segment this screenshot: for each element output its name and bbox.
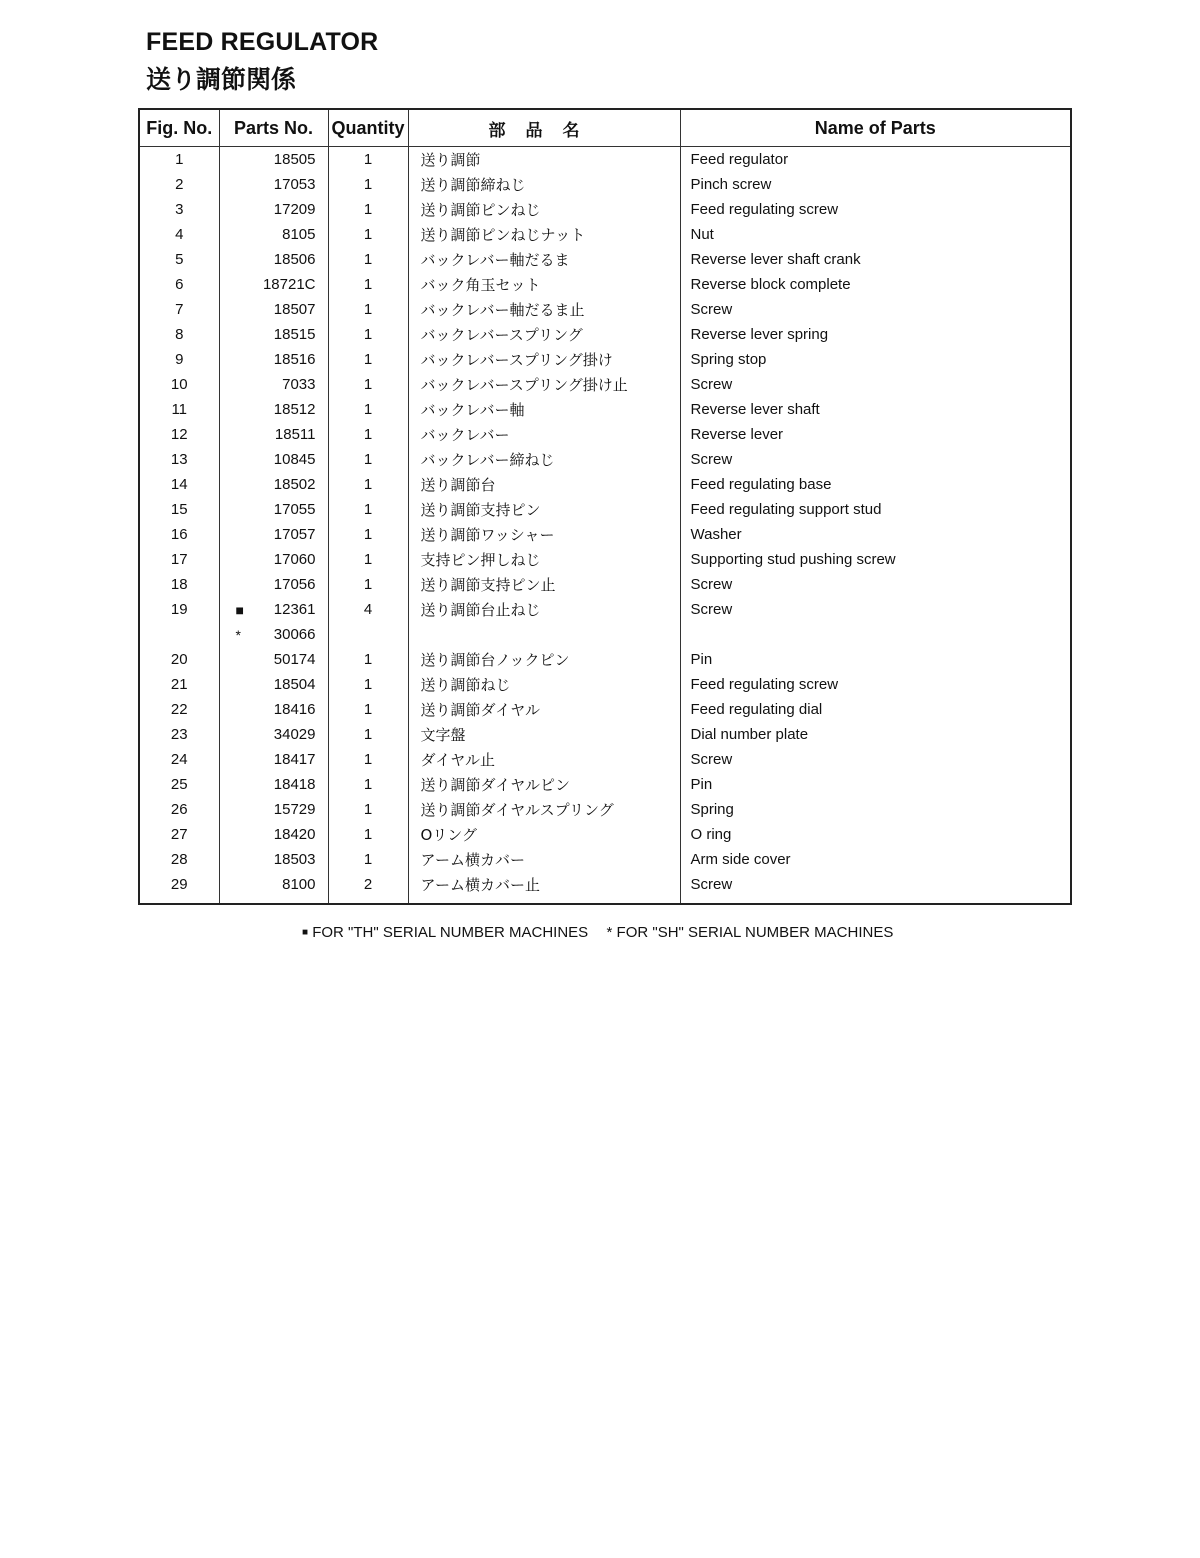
japanese-name-cell: バックレバー軸: [408, 397, 680, 422]
quantity-cell: 1: [328, 497, 408, 522]
name-of-part-cell: Screw: [680, 747, 1071, 772]
part-number: 17057: [273, 526, 316, 543]
name-of-part-cell: O ring: [680, 822, 1071, 847]
fig-no-cell: 17: [139, 547, 219, 572]
part-number: 17053: [273, 176, 316, 193]
fig-no-cell: 5: [139, 247, 219, 272]
table-row: [139, 597, 1071, 622]
table-body: [139, 147, 1071, 905]
part-number: 18503: [273, 851, 316, 868]
table-row: [139, 522, 1071, 547]
fig-no-cell: 8: [139, 322, 219, 347]
table-row: [139, 622, 1071, 647]
page-title-japanese: 送り調節関係: [146, 65, 297, 94]
japanese-name-cell: バックレバー軸だるま止: [408, 297, 680, 322]
parts-no-cell: [219, 322, 328, 347]
table-row: [139, 172, 1071, 197]
part-number: 18515: [273, 326, 316, 343]
name-of-part-cell: Pin: [680, 772, 1071, 797]
name-of-part-cell: Screw: [680, 872, 1071, 904]
part-number: 8100: [282, 876, 316, 893]
parts-table: [138, 108, 1072, 905]
sh-mark: *: [606, 924, 613, 941]
quantity-cell: 1: [328, 222, 408, 247]
serial-mark: ■: [235, 601, 244, 618]
japanese-name-cell: ダイヤル止: [408, 747, 680, 772]
part-number: 17055: [273, 501, 316, 518]
th-mark: ■: [302, 927, 309, 938]
japanese-name-cell: 送り調節ねじ: [408, 672, 680, 697]
part-number: 18418: [273, 776, 316, 793]
part-number: 50174: [273, 651, 316, 668]
table-row: [139, 872, 1071, 904]
quantity-cell: 1: [328, 647, 408, 672]
parts-no-cell: [219, 822, 328, 847]
japanese-name-cell: 送り調節台ノックピン: [408, 647, 680, 672]
name-of-part-cell: Feed regulating dial: [680, 697, 1071, 722]
parts-no-cell: [219, 597, 328, 622]
name-of-part-cell: Screw: [680, 572, 1071, 597]
fig-no-cell: [139, 622, 219, 647]
japanese-name-cell: 送り調節ダイヤルスプリング: [408, 797, 680, 822]
footnote-th: FOR "TH" SERIAL NUMBER MACHINES: [312, 924, 589, 941]
table-row: [139, 272, 1071, 297]
header-parts-no: Parts No.: [219, 109, 328, 147]
name-of-part-cell: Feed regulating screw: [680, 197, 1071, 222]
parts-no-cell: [219, 447, 328, 472]
name-of-part-cell: Screw: [680, 597, 1071, 622]
table-row: [139, 697, 1071, 722]
parts-no-cell: [219, 347, 328, 372]
quantity-cell: 1: [328, 197, 408, 222]
japanese-name-cell: アーム横カバー: [408, 847, 680, 872]
quantity-cell: 1: [328, 147, 408, 173]
table-header-row: [139, 109, 1071, 147]
japanese-name-cell: バックレバー締ねじ: [408, 447, 680, 472]
quantity-cell: 1: [328, 772, 408, 797]
name-of-part-cell: Feed regulating base: [680, 472, 1071, 497]
japanese-name-cell: 支持ピン押しねじ: [408, 547, 680, 572]
japanese-name-cell: 送り調節ピンねじナット: [408, 222, 680, 247]
fig-no-cell: 18: [139, 572, 219, 597]
quantity-cell: 2: [328, 872, 408, 904]
name-of-part-cell: Pin: [680, 647, 1071, 672]
parts-no-cell: [219, 547, 328, 572]
japanese-name-cell: 送り調節: [408, 147, 680, 173]
quantity-cell: 1: [328, 322, 408, 347]
quantity-cell: 1: [328, 347, 408, 372]
table-row: [139, 572, 1071, 597]
fig-no-cell: 2: [139, 172, 219, 197]
table-row: [139, 722, 1071, 747]
quantity-cell: 1: [328, 272, 408, 297]
table-row: [139, 822, 1071, 847]
japanese-name-cell: バックレバースプリング掛け止: [408, 372, 680, 397]
table-row: [139, 422, 1071, 447]
parts-no-cell: [219, 472, 328, 497]
part-number: 8105: [282, 226, 316, 243]
japanese-name-cell: 送り調節ダイヤルピン: [408, 772, 680, 797]
table-row: [139, 222, 1071, 247]
table-row: [139, 472, 1071, 497]
japanese-name-cell: 送り調節ワッシャー: [408, 522, 680, 547]
quantity-cell: 1: [328, 372, 408, 397]
parts-no-cell: [219, 297, 328, 322]
fig-no-cell: 24: [139, 747, 219, 772]
part-number: 34029: [273, 726, 316, 743]
table-row: [139, 322, 1071, 347]
fig-no-cell: 15: [139, 497, 219, 522]
parts-no-cell: [219, 247, 328, 272]
name-of-part-cell: Feed regulating screw: [680, 672, 1071, 697]
japanese-name-cell: 送り調節支持ピン: [408, 497, 680, 522]
japanese-name-cell: アーム横カバー止: [408, 872, 680, 904]
part-number: 18505: [273, 151, 316, 168]
japanese-name-cell: バックレバースプリング: [408, 322, 680, 347]
name-of-part-cell: Arm side cover: [680, 847, 1071, 872]
quantity-cell: 1: [328, 822, 408, 847]
japanese-name-cell: バックレバースプリング掛け: [408, 347, 680, 372]
table-row: [139, 772, 1071, 797]
header-name-of-parts: Name of Parts: [680, 109, 1071, 147]
fig-no-cell: 9: [139, 347, 219, 372]
part-number: 18504: [273, 676, 316, 693]
japanese-name-cell: 送り調節台: [408, 472, 680, 497]
name-of-part-cell: Washer: [680, 522, 1071, 547]
fig-no-cell: 20: [139, 647, 219, 672]
part-number: 30066: [273, 626, 316, 643]
japanese-name-cell: Oリング: [408, 822, 680, 847]
table-row: [139, 747, 1071, 772]
table-row: [139, 447, 1071, 472]
quantity-cell: 1: [328, 447, 408, 472]
quantity-cell: 1: [328, 397, 408, 422]
table-row: [139, 147, 1071, 173]
fig-no-cell: 26: [139, 797, 219, 822]
name-of-part-cell: Screw: [680, 297, 1071, 322]
parts-no-cell: [219, 672, 328, 697]
name-of-part-cell: Reverse lever spring: [680, 322, 1071, 347]
japanese-name-cell: バックレバー軸だるま: [408, 247, 680, 272]
parts-no-cell: [219, 147, 328, 173]
fig-no-cell: 19: [139, 597, 219, 622]
table-row: [139, 647, 1071, 672]
name-of-part-cell: Supporting stud pushing screw: [680, 547, 1071, 572]
part-number: 18417: [273, 751, 316, 768]
part-number: 18511: [274, 426, 316, 443]
serial-mark: *: [235, 626, 241, 643]
part-number: 18416: [273, 701, 316, 718]
name-of-part-cell: [680, 622, 1071, 647]
quantity-cell: [328, 622, 408, 647]
japanese-name-cell: 送り調節ピンねじ: [408, 197, 680, 222]
header-fig-no: Fig. No.: [139, 109, 219, 147]
fig-no-cell: 10: [139, 372, 219, 397]
quantity-cell: 1: [328, 522, 408, 547]
fig-no-cell: 12: [139, 422, 219, 447]
parts-no-cell: [219, 397, 328, 422]
part-number: 17056: [273, 576, 316, 593]
table-row: [139, 797, 1071, 822]
parts-no-cell: [219, 622, 328, 647]
quantity-cell: 1: [328, 797, 408, 822]
parts-no-cell: [219, 222, 328, 247]
fig-no-cell: 1: [139, 147, 219, 173]
quantity-cell: 4: [328, 597, 408, 622]
japanese-name-cell: バック角玉セット: [408, 272, 680, 297]
name-of-part-cell: Feed regulating support stud: [680, 497, 1071, 522]
name-of-part-cell: Reverse lever shaft crank: [680, 247, 1071, 272]
part-number: 18516: [273, 351, 316, 368]
part-number: 18420: [273, 826, 316, 843]
parts-no-cell: [219, 647, 328, 672]
name-of-part-cell: Reverse block complete: [680, 272, 1071, 297]
table-row: [139, 372, 1071, 397]
part-number: 18721C: [262, 276, 316, 293]
name-of-part-cell: Dial number plate: [680, 722, 1071, 747]
header-quantity: Quantity: [328, 109, 408, 147]
quantity-cell: 1: [328, 547, 408, 572]
japanese-name-cell: 送り調節台止ねじ: [408, 597, 680, 622]
part-number: 10845: [273, 451, 316, 468]
quantity-cell: 1: [328, 247, 408, 272]
parts-no-cell: [219, 172, 328, 197]
part-number: 15729: [273, 801, 316, 818]
fig-no-cell: 13: [139, 447, 219, 472]
quantity-cell: 1: [328, 672, 408, 697]
parts-no-cell: [219, 572, 328, 597]
quantity-cell: 1: [328, 847, 408, 872]
table-row: [139, 547, 1071, 572]
name-of-part-cell: Reverse lever: [680, 422, 1071, 447]
parts-no-cell: [219, 272, 328, 297]
table-row: [139, 347, 1071, 372]
quantity-cell: 1: [328, 422, 408, 447]
header-japanese-name: 部品名: [408, 109, 680, 147]
parts-no-cell: [219, 697, 328, 722]
table-row: [139, 197, 1071, 222]
fig-no-cell: 4: [139, 222, 219, 247]
japanese-name-cell: 文字盤: [408, 722, 680, 747]
page-title: FEED REGULATOR: [146, 28, 379, 56]
part-number: 12361: [273, 601, 316, 618]
parts-no-cell: [219, 797, 328, 822]
fig-no-cell: 16: [139, 522, 219, 547]
fig-no-cell: 28: [139, 847, 219, 872]
parts-no-cell: [219, 747, 328, 772]
parts-no-cell: [219, 197, 328, 222]
table-row: [139, 847, 1071, 872]
japanese-name-cell: [408, 622, 680, 647]
part-number: 18502: [273, 476, 316, 493]
part-number: 18506: [273, 251, 316, 268]
name-of-part-cell: Spring: [680, 797, 1071, 822]
table-row: [139, 247, 1071, 272]
quantity-cell: 1: [328, 697, 408, 722]
japanese-name-cell: 送り調節ダイヤル: [408, 697, 680, 722]
name-of-part-cell: Nut: [680, 222, 1071, 247]
name-of-part-cell: Reverse lever shaft: [680, 397, 1071, 422]
fig-no-cell: 22: [139, 697, 219, 722]
part-number: 7033: [282, 376, 316, 393]
japanese-name-cell: 送り調節締ねじ: [408, 172, 680, 197]
name-of-part-cell: Screw: [680, 447, 1071, 472]
fig-no-cell: 14: [139, 472, 219, 497]
fig-no-cell: 6: [139, 272, 219, 297]
parts-no-cell: [219, 522, 328, 547]
parts-no-cell: [219, 422, 328, 447]
table-row: [139, 297, 1071, 322]
quantity-cell: 1: [328, 572, 408, 597]
fig-no-cell: 27: [139, 822, 219, 847]
part-number: 18512: [273, 401, 316, 418]
quantity-cell: 1: [328, 172, 408, 197]
fig-no-cell: 21: [139, 672, 219, 697]
parts-no-cell: [219, 872, 328, 904]
fig-no-cell: 11: [139, 397, 219, 422]
name-of-part-cell: Spring stop: [680, 347, 1071, 372]
table-row: [139, 397, 1071, 422]
part-number: 17060: [273, 551, 316, 568]
quantity-cell: 1: [328, 297, 408, 322]
quantity-cell: 1: [328, 747, 408, 772]
name-of-part-cell: Pinch screw: [680, 172, 1071, 197]
quantity-cell: 1: [328, 472, 408, 497]
table-row: [139, 672, 1071, 697]
fig-no-cell: 7: [139, 297, 219, 322]
parts-no-cell: [219, 847, 328, 872]
quantity-cell: 1: [328, 722, 408, 747]
table-row: [139, 497, 1071, 522]
fig-no-cell: 25: [139, 772, 219, 797]
parts-no-cell: [219, 722, 328, 747]
japanese-name-cell: 送り調節支持ピン止: [408, 572, 680, 597]
fig-no-cell: 23: [139, 722, 219, 747]
parts-no-cell: [219, 772, 328, 797]
part-number: 18507: [273, 301, 316, 318]
parts-no-cell: [219, 372, 328, 397]
fig-no-cell: 3: [139, 197, 219, 222]
name-of-part-cell: Screw: [680, 372, 1071, 397]
japanese-name-cell: バックレバー: [408, 422, 680, 447]
part-number: 17209: [273, 201, 316, 218]
footnote: [302, 924, 893, 941]
parts-no-cell: [219, 497, 328, 522]
fig-no-cell: 29: [139, 872, 219, 904]
footnote-sh: FOR "SH" SERIAL NUMBER MACHINES: [616, 924, 894, 941]
name-of-part-cell: Feed regulator: [680, 147, 1071, 173]
